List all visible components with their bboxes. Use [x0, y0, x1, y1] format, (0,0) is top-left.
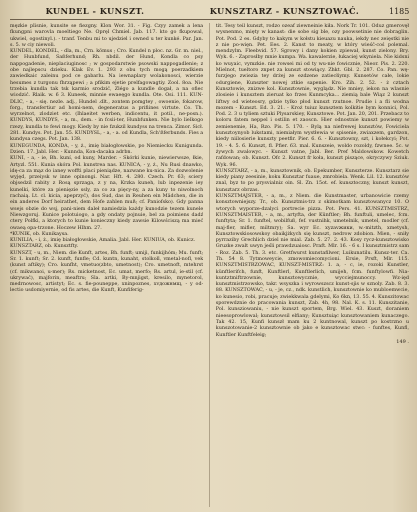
left-column [10, 23, 203, 507]
left-column-entry: KUNDEL, KONDEL, - dla, m., Crn. kömus ; Cro. Kundel n ploc. nz. Gr. m. niel., der Hunbfund, Saßferhund; Rh. nbdil. der Hund, Kondla co psy nappogadenie, nieplaciuginosc ; w gospodarstwie psowski nappogadlenie; z obe najlepscu dzieku. Klak Ev. 1. 293 z obu tych mogą poerzadkiem zawiedkaic zaleinu pod ce gabarlu. Na iewnaplary wolakonosci, wierzie hesumes z turgonu fhrząpewi ; a pfikim ejetie prelfagowagtiy. Zool. 8oa. Nie trzebia kundla tak tsk karmio srodzić, Zlégo a kundle dogał, a na ofiec wiodzić. Rlaik. w. 6 3. Kuneek, minnie ewaeęgo kundla. Ote. Osi. 111. KUN-DLIC, - a, - się. nezle. adj., Hundel .dlt., zontem pomgtey , owoenie, fokarow, forg., transfertiur ad homi-nem, degeneratus a prifiines virtute. Co. Th. wyrzelnot, zlodziet etc. (Ihlaeitet werben, indicentu, it potil., ne-posn.). KUNDYS, KUNDYS, - a, m., dem. - in fcsii-ter, Hunbfunken. Nie bylo lielkogo rzezy, kundla to fewi mogy. Kiedy by nie fzukzil kundyss na trenca. Zimor. Sicł. 281. Kundys. Pot. Jan. 55. KUNDYSL, - a, - a. od Kundla, Sch'ßferbunds. Fies a kundysa czegs. Pot. Jan. 138. [10, 48, 204, 143]
left-column-entry: KUNI, - a, - ie, Bh. kuní, od kuny, Marder. - Skórki kunie, niewierwsze, łkie, Artyzl. 551. Kunia skóra Pol. kunstrea nas. KUNICA, - y, ż., Nu Rusi dnawko, idę-ca za mąz do ianey woffti placi pieniądze, nazwane ku-nica. Za dozwolenie wyjęd, przeiysk w inne opinongi. Nar. Hft. 4. 280. Czech. Pr. 63; sciery objsedzil rabity z Rosą sprzaga, z y na, Krzka kuneh, lub inpezenie iey kunelki, które za pienięzie ssly, za co za pięcy-ny, a za kuny to niwolnoch rachaią. Lt. cl. kicia, apeprzyć), dos Sud, das in Reuhen ein Mädchen, die in ein anderes Dorf heirathet, dem Hofe zahlen muß; cf. Paniofsko). Gdy panna wsejs obzie do wsj, pani-niem daleł namiedzia każdy kunodzie tezem kunele Niewzgoruj. Kunice polotuiogo, a gdy ondaty pojnuie, bel za poimiens dadź ctery Polfki, a ktorych to kunie konieczny kiedy zawsie Kilowściszą ma mieć owaeą opa-trzone. Hoczew Hlhm. 27. [10, 155, 204, 231]
column-divider [209, 23, 210, 507]
right-column-entry: KUNSZTARZ, - a, m., kunsztownik, ob. Epekumber, Kunszterze. Kunsztarz sie kiedy piany zeesinie, koku Kunsztar fuaue, zmrobiela. Wenk. Lil. 12. kunsztów znal, byz to po prysvialniz oin. Sl. Zn. 15ot. ef. kunsztoczny, kunszt kunszt, kunsztarz obrzas. [215, 167, 409, 193]
running-header [10, 6, 409, 20]
left-column-entry: KUNEGUNDA, KONDA, - y, ż., imię białogłowskie, po Niemiecku Kunigunda. Dzien. 17. Jabl. Her. - Kunnda, Kon-dacaka adrbn. [10, 142, 204, 155]
left-column-entry: KUNSZT, - u, m., Niem. die Kunft, artes, Bh. funft; umiji, funkijhóm; Mu. funft; Sr. 1. kunft; Sr. 2. kunft, funfle; Cd. kuntn, kunaht, stolkoll, vmetal-nofl, vek (kunst aftiky); Cro. kunfht, vmetuo(zbto, umetnost); Cro. umetnoft, mtehrst (cf. mikwanoi, u-mer); Rs. micketnost, Ec. umat, merfo; Rs. artul, ie-stil (cf. ukrywać), majforin, meaftru; Sla. artki, By-mnjigst, kresilo, mynetorol, medrnowosc, artistyt; Ec. s. fie-pouneppe, xninpoznes, хvдожнмщ, - y od-lectio usdomiyernie, od fis artes, die Kunft, Kunfiferig- [10, 249, 204, 294]
right-running-title: KUNSZTARZ - KUNSZTOWAĆ. [209, 6, 360, 16]
left-running-title: KUNDEL - KUNSZT. [45, 6, 145, 16]
left-column-entry: *KUNIK, ob. Kunikaysa. [10, 230, 69, 237]
page-number: 1185 [389, 7, 410, 16]
left-column-entry: KUNILIA, - i, ż., imię białogłowskie, Amalia. Jabl. Her. KUNIUA, ob. Kunicz. [10, 237, 196, 244]
right-column [216, 23, 409, 507]
left-column-entry: męzkie plìsnie, kunsite se fiezgny. Klon Wor. 31. - Fig. Czyy zamek a lena fkungpni warovla moeltiego Ne. Opręl Chmiel. Jab. 117. kto go fkupowal, ukwiel, ogostinyl.). - tranf. Tenbu mi to ujedziel i owned u ter kunké. Par. Jan. s. 5. w ciy niewoli. [10, 23, 204, 48]
text-columns [10, 23, 409, 507]
signature-mark: 149 . [396, 338, 409, 345]
left-column-entry: KUNSZTARZ, ob. Kunsztfty. [10, 243, 79, 250]
right-column-entry: KUNSZTMAJSTER, - a, m., z Niem. die Kunstmaster, urbanowicie rzemy konsztowniejszy. Tr., ob. Kunsztmis-trz z skimotkam kunsztowanycz 10. O wtorych wyporze-dzalyci portrecie pizza. Pot. Pers. 41. KUNSZTMISTRZ, KUNSZTMAISTER, - a, m., artyfta, der Künftler; Bh. funftuli, umelec, fcm. funftyta; Sr. 1. funftel, wobilfuß, fef. vustnihk, umetelnik, umetel, modler (cf. maj-fler, mifler, miltmry); Sa. wyr Ec. xyzavжики, w.-mitzth, xmetysh, Kunsztowskiosowskoy obaikjżkych się kunszt, nedrow zdobion. Mien, - sniły pyrraziby Grechlich dziel nie mial. Zab. 5. 27. 2. 43. Kosy rycz-kunsztowisko Gruzke zwalt uwyn jeśli prawdzuaiosc. Praft. Mlr. 16. - 6 s. I kunsztmistrz sam - Roz. Zab. 5. Th. 3. etc. Gretfwurst kunstafilwer, Luikunatilu. Kunsz-ter. Ca. Th. 54 8. Tytmoweycie, zmowomiecomycioni. Ersie, Prsft, Mlr. 115. KUNSZTMISTRZOWAC, KUNSZT-MISTRZ: 1. a, - c, ie, rozoki Kunstler, künftlerifch, funft, Kunftlerl, Kunftlerlich, umijeh, fcm. funftylowfi. Nia-kuntztmiftrzownie, kunsztowycznie, wycciejmunoccy. Wz-ięd kunsztmistrzowsko, takr. wsyszka i wyrowszscz kunst-sjis w sznoly. Zab. 8. 3. 88. KUNSZTOWAC, - u, - je, cz., ndk. kunstlich, kunsztownie ko mubloemwcie, ko kunesio, robi, pracuje; zwiekkwala gdelymi, Ko 6kn, 13. 55. 4. Kunszitowac sporewdznie do pracowania kunszt, Zab. 4h, 98. Nal. K. s. 11. Kunszitanie, Pol. kunsziowaniu, - nie kunszt sportem, Brg. Wiel. 43. Kuszt, doraniem nieesoprowlowal; kunsztowsil elfiany; Kunsztuiąc kunsztowaniem kunaczego. Tak 42. 15, Kunfi kunszł mam ku 2 kuntnowal, kunszt po kostrzno u kunszotowanie-2 kunsztownie ob jako e kunsztowac stwc: - funftes, Kunfl, Kunftler Kunftfeleig; [215, 193, 409, 338]
right-column-entry: tit. Tesy teil kunszt, rodzo ozeaf ziewneinie kiła. Nork Tr. 101. Oduz gmerovęł wysnenmo, mięty w kanast: die sobe sig ble, ozy poowsetinie nie dobraglin. Pot. Pod. 2 es. Gdyby to kakym w kołstu kieuazu nauka, iekdy nec zeięstki nie z nie po-więn. Pet. Ees. 2. Kanst to meaty, w który wieść-coś polemal. mendzylm. Fleebvid. 57. Sgrowy i dany kokien zpiewał, kunst zielony. Bry. Wyk. 6. - Zaprosłby mnie kumpa. Wa. kawalerzie, łukaciej wkyniela. Nie kidsni ko wuyaic, vymzkie. nie rowsei mi od ty wu-nie fowicznie, Nieor. Pis. 2. 220. Mielnot, tueltoro znpet za kunszt stowiący. Zhkt. Gbl. 2. 287. Co. Pan. wę-furzjego zwiezia tey drżej ze ezdzene zatiecłiymy. Kunsetów całe, lokie odurgiene, Kunszter nowej ztkie sapenie. Kro. Zih. 2. 52. - ż cztach Kunsztowie, znizwe kol. Kunsztownie, wyglądz. Nie mniey, iekon na wlasnie zlosieie i kunsztem zieruat ko frzes Kunmcyka... ziemią bale Wiąz 2 kunszt liftwy od wieteosry, gdzie tylko płod kunszt rzutnoe. Prudie i a fli wodna mozem - Kunszt. Ed. 3. 21. - Kroż tuiuz kunsztem kolkitie bym konnici, Pol. Pod. 2. 3 u tyliem sztuki Plysarskiey, Kunsztowe. Pot. Jan. 20, 201. Przebacz to koloru fatem neppel i ostilin et zaoscn. Hier odnostnie kunszt powiemy w zemienemie, Ha, Rzo. Pis. 5. 170. - Bylą na niefrewej kunsztów, Fowiciela kunsztoynyob lukstami, niemiałym wystłewia w spisenie, zwiaxzem, gardzon, kiedy niilosierie kunszty peetfir. Pier. 6. 6. - Kunsztowny, szt, i kołekcyi; Pot. 19. - 4. 5. 6. Kunszt, fl. Pfier. 63. mal. Kunszeie, woldo rozoldy, fzwnee. 5c. w żywych zwalowyc. - Kunszt vatne, Jabl. Ber. Pref Maldowskow. Kowetch rafdowan; ob. Kunszt. Ofc 2. Kunszt fr koła, kunszt piszące, okryczywy Sziuk. Wyk. 96. [215, 23, 409, 168]
